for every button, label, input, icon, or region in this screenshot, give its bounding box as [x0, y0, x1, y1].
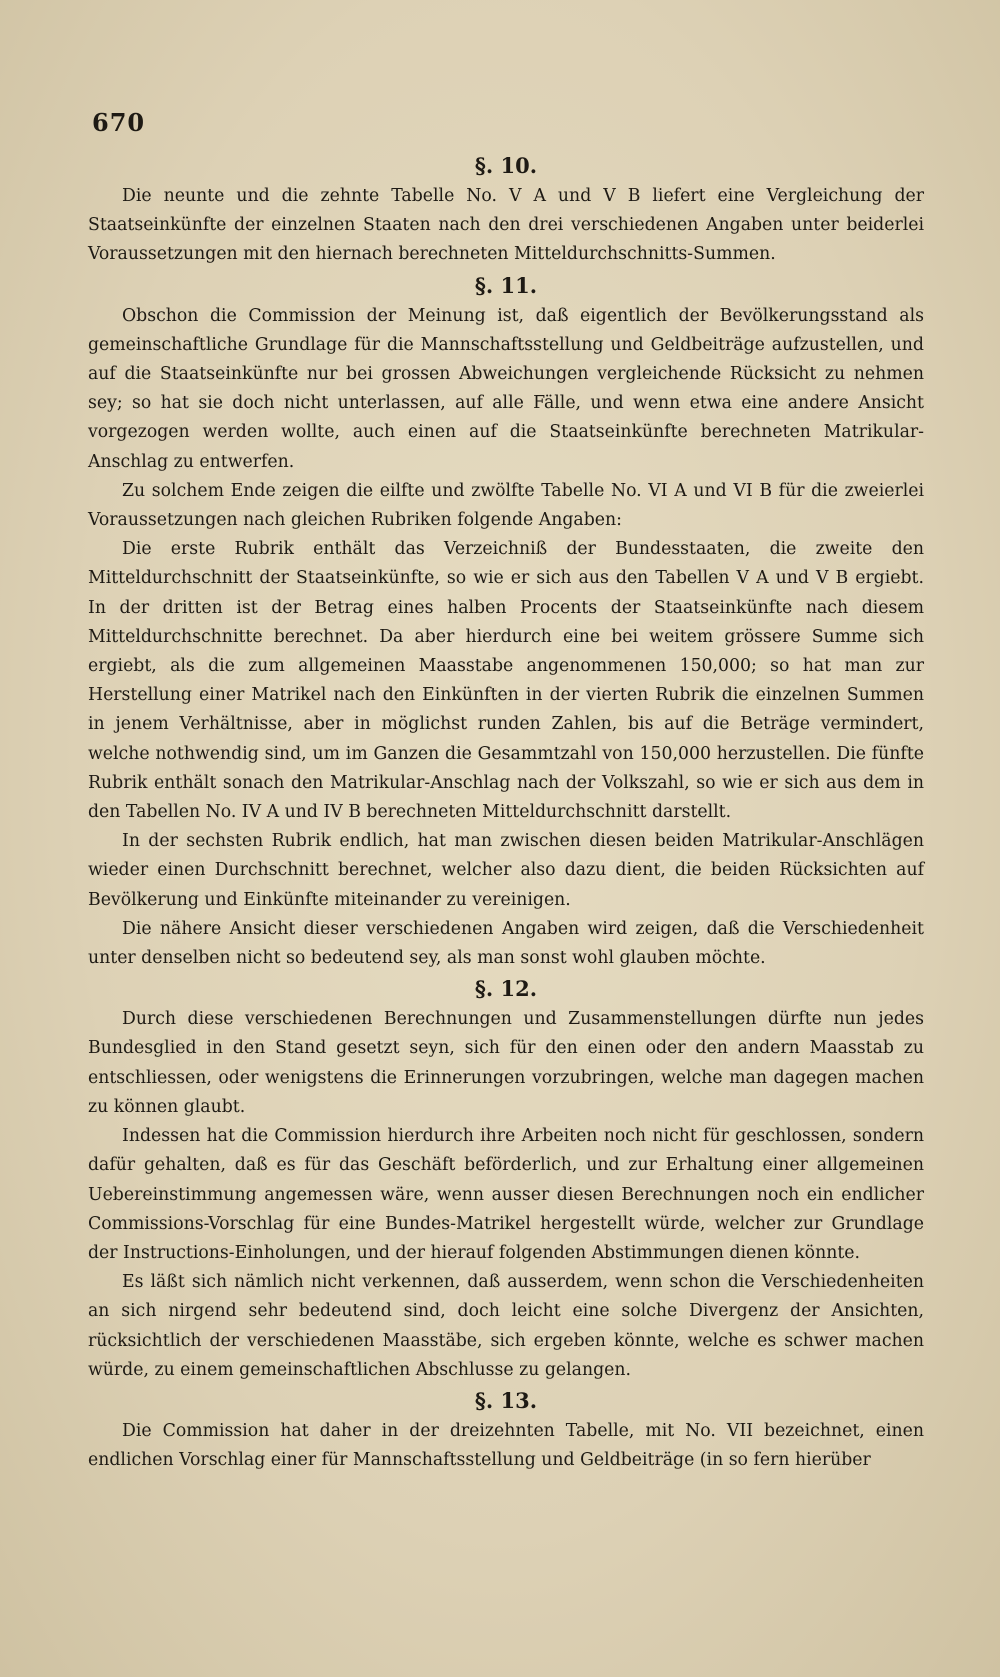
paragraph: Zu solchem Ende zeigen die eilfte und zwölfte Tabelle No. VI A und VI B für die zweierlei Voraussetzungen nach gleichen Rubriken folgende Angaben: [88, 480, 924, 531]
section-11 [88, 270, 924, 974]
section-13 [88, 1385, 924, 1475]
paragraph: Die erste Rubrik enthält das Verzeichniß der Bundesstaaten, die zweite den Mitteldurchschnitt der Staatseinkünfte, so wie er sich aus den Tabellen V A und V B ergiebt. In der dritten ist der Betrag eines halben Procents der Staatseinkünfte nach diesem Mitteldurchschnitte berechnet. Da aber hierdurch eine bei weitem grössere Summe sich ergiebt, als die zum allgemeinen Maasstabe angenommenen 150,000; so hat man zur Herstellung einer Matrikel nach den Einkünften in der vierten Rubrik die einzelnen Summen in jenem Verhältnisse, aber in möglichst runden Zahlen, bis auf die Beträge vermindert, welche nothwendig sind, um im Ganzen die Gesammtzahl von 150,000 herzustellen. Die fünfte Rubrik enthält sonach den Matrikular-Anschlag nach der Volkszahl, so wie er sich aus dem in den Tabellen No. IV A und IV B berechneten Mitteldurchschnitt darstellt. [88, 539, 924, 823]
section-heading: §. 12. [474, 976, 538, 1002]
section-12 [88, 973, 924, 1385]
section-heading: §. 11. [474, 272, 538, 298]
page-number: 670 [92, 108, 146, 137]
section-heading: §. 13. [474, 1387, 538, 1413]
paragraph: Durch diese verschiedenen Berechnungen und Zusammenstellungen dürfte nun jedes Bundesglied in den Stand gesetzt seyn, sich für den einen oder den andern Maasstab zu entschliessen, oder wenigstens die Erinnerungen vorzubringen, welche man dagegen machen zu können glaubt. [88, 1009, 924, 1117]
paragraph: Obschon die Commission der Meinung ist, daß eigentlich der Bevölkerungsstand als gemeinschaftliche Grundlage für die Mannschaftsstellung und Geldbeiträge aufzustellen, und auf die Staatseinkünfte nur bei grossen Abweichungen vergleichende Rücksicht zu nehmen sey; so hat sie doch nicht unterlassen, auf alle Fälle, und wenn etwa eine andere Ansicht vorgezogen werden wollte, auch einen auf die Staatseinkünfte berechneten Matrikular-Anschlag zu entwerfen. [88, 305, 924, 472]
paragraph: Indessen hat die Commission hierdurch ihre Arbeiten noch nicht für geschlossen, sondern dafür gehalten, daß es für das Geschäft beförderlich, und zur Erhaltung einer allgemeinen Uebereinstimmung angemessen wäre, wenn ausser diesen Berechnungen noch ein endlicher Commissions-Vorschlag für eine Bundes-Matrikel hergestellt würde, welcher zur Grundlage der Instructions-Einholungen, und der hierauf folgenden Abstimmungen dienen könnte. [88, 1126, 924, 1263]
paragraph: Die nähere Ansicht dieser verschiedenen Angaben wird zeigen, daß die Verschiedenheit unter denselben nicht so bedeutend sey, als man sonst wohl glauben möchte. [88, 918, 924, 969]
paragraph: Die neunte und die zehnte Tabelle No. V A und V B liefert eine Vergleichung der Staatseinkünfte der einzelnen Staaten nach den drei verschiedenen Angaben unter beiderlei Voraussetzungen mit den hiernach berechneten Mitteldurchschnitts-Summen. [88, 186, 924, 265]
paragraph: Die Commission hat daher in der dreizehnten Tabelle, mit No. VII bezeichnet, einen endlichen Vorschlag einer für Mannschaftsstellung und Geldbeiträge (in so fern hierüber [88, 1420, 924, 1471]
paragraph: Es läßt sich nämlich nicht verkennen, daß ausserdem, wenn schon die Verschiedenheiten an sich nirgend sehr bedeutend sind, doch leicht eine solche Divergenz der Ansichten, rücksichtlich der verschiedenen Maasstäbe, sich ergeben könnte, welche es schwer machen würde, zu einem gemeinschaftlichen Abschlusse zu gelangen. [88, 1272, 924, 1380]
section-10 [88, 150, 924, 270]
section-heading: §. 10. [474, 153, 538, 178]
paragraph: In der sechsten Rubrik endlich, hat man zwischen diesen beiden Matrikular-Anschlägen wieder einen Durchschnitt berechnet, welcher also dazu dient, die beiden Rücksichten auf Bevölkerung und Einkünfte miteinander zu vereinigen. [88, 831, 924, 910]
body-text [88, 150, 924, 1475]
